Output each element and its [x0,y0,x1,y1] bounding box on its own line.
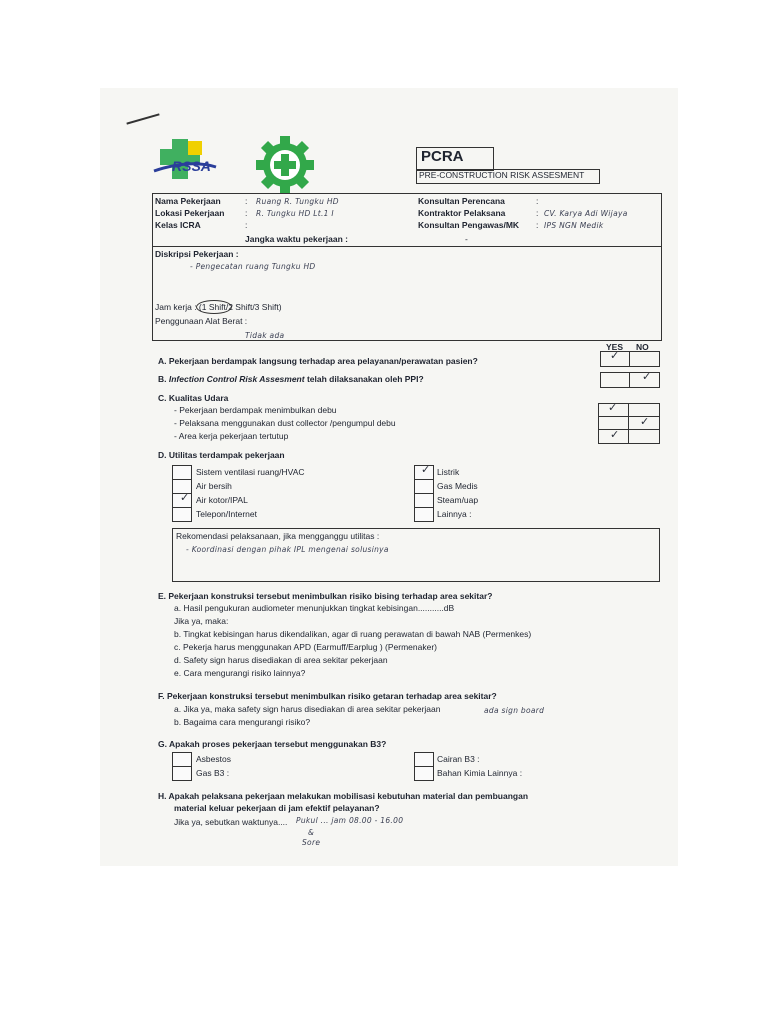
c-item-1: - Pekerjaan berdampak menimbulkan debu [174,405,337,415]
d-right-4: Lainnya : [437,509,472,519]
rekomendasi-label: Rekomendasi pelaksanaan, jika mengganggu utilitas : [176,531,380,541]
nama-colon: : [245,196,248,206]
e-line-4: c. Pekerja harus menggunakan APD (Earmuff/Earplug ) (Permenaker) [174,642,437,652]
d-left-1: Sistem ventilasi ruang/HVAC [196,467,305,477]
pengawas-value: IPS NGN Medik [544,221,604,230]
e-line-5: d. Safety sign harus disediakan di area sekitar pekerjaan [174,655,388,665]
g-box-4 [414,766,434,781]
lokasi-label: Lokasi Pekerjaan [155,208,225,218]
c3-yes-tick: ✓ [610,429,620,441]
d-right-1: Listrik [437,467,460,477]
d-air-kotor-tick: ✓ [180,492,190,504]
d-listrik-tick: ✓ [421,464,431,476]
d-right-box-3 [414,493,434,508]
a-yes-tick: ✓ [610,350,620,362]
jam-kerja: Jam kerja : (1 Shift/2 Shift/3 Shift) [155,302,282,312]
d-right-3: Steam/uap [437,495,479,505]
pengawas-colon: : [536,220,539,230]
question-c: C. Kualitas Udara [158,393,229,403]
g-box-1 [172,752,192,767]
deskripsi-item: - Pengecatan ruang Tungku HD [190,262,316,271]
perencana-label: Konsultan Perencana [418,196,505,206]
perencana-colon: : [536,196,539,206]
kontraktor-label: Kontraktor Pelaksana [418,208,506,218]
g-box-3 [414,752,434,767]
h-handwritten-2: & [308,828,315,837]
question-b-italic: Infection Control Risk Assesment [168,374,305,384]
c-grid-v [628,403,629,443]
kontraktor-value: CV. Karya Adi Wijaya [544,209,628,218]
e-line-1: a. Hasil pengukuran audiometer menunjukkan tingkat kebisingan...........dB [174,603,455,613]
c2-no-tick: ✓ [640,416,650,428]
question-f: F. Pekerjaan konstruksi tersebut menimbulkan risiko getaran terhadap area sekitar? [158,691,497,701]
c-grid-h1 [598,416,659,417]
question-a: A. Pekerjaan berdampak langsung terhadap area pelayanan/perawatan pasien? [158,356,478,366]
h-handwritten-3: Sore [302,838,321,847]
g-gas-b3: Gas B3 : [196,768,230,778]
question-h-2: material keluar pekerjaan di jam efektif pelayanan? [174,803,380,813]
c-item-3: - Area kerja pekerjaan tertutup [174,431,289,441]
c1-yes-tick: ✓ [608,402,618,414]
d-right-2: Gas Medis [437,481,478,491]
h-handwritten: Pukul ... jam 08.00 - 16.00 [296,816,404,825]
g-box-2 [172,766,192,781]
kelas-colon: : [245,220,248,230]
question-b-prefix: B. [158,374,169,384]
alat-label: Penggunaan Alat Berat : [155,316,248,326]
b-no-tick: ✓ [642,371,652,383]
jangka-label: Jangka waktu pekerjaan : [245,234,348,244]
c-item-2: - Pelaksana menggunakan dust collector /pengumpul debu [174,418,396,428]
d-left-2: Air bersih [196,481,232,491]
question-e: E. Pekerjaan konstruksi tersebut menimbulkan risiko bising terhadap area sekitar? [158,591,493,601]
d-left-4: Telepon/Internet [196,509,257,519]
b-answer-divider [629,372,630,387]
pcra-title: PCRA [421,148,464,165]
shift-circle [196,300,232,314]
a-answer-divider [629,351,630,366]
nama-value: Ruang R. Tungku HD [256,197,339,206]
a-answer-box [600,351,660,367]
g-bahan-kimia: Bahan Kimia Lainnya : [437,768,523,778]
g-cairan-b3: Cairan B3 : [437,754,480,764]
logo-text: RSSA [172,158,211,174]
e-line-3: b. Tingkat kebisingan harus dikendalikan, agar di ruang perawatan di bawah NAB (Permenkes) [174,629,532,639]
f-line-1: a. Jika ya, maka safety sign harus disediakan di area sekitar pekerjaan [174,704,441,714]
question-h-3: Jika ya, sebutkan waktunya.... [174,817,288,827]
jangka-value: - [465,234,468,244]
deskripsi-label: Diskripsi Pekerjaan : [155,249,239,259]
no-header: NO [636,342,649,352]
d-left-box-1 [172,465,192,480]
d-right-box-4 [414,507,434,522]
info-divider [152,246,661,247]
rekomendasi-value: - Koordinasi dengan pihak IPL mengenai solusinya [186,545,389,554]
c-grid-h2 [598,429,659,430]
d-left-3: Air kotor/IPAL [196,495,248,505]
question-d: D. Utilitas terdampak pekerjaan [158,450,285,460]
f-handwritten: ada sign board [484,706,545,715]
yes-header: YES [606,342,624,352]
nama-label: Nama Pekerjaan [155,196,221,206]
d-left-box-4 [172,507,192,522]
question-b [158,374,424,385]
d-right-box-2 [414,479,434,494]
g-asbestos: Asbestos [196,754,231,764]
f-line-2: b. Bagaima cara mengurangi risiko? [174,717,311,727]
question-g: G. Apakah proses pekerjaan tersebut menggunakan B3? [158,739,387,749]
kelas-label: Kelas ICRA [155,220,201,230]
pcra-subtitle: PRE-CONSTRUCTION RISK ASSESMENT [419,170,585,180]
question-b-rest: telah dilaksanakan oleh PPI? [304,374,424,384]
lokasi-colon: : [245,208,248,218]
pengawas-label: Konsultan Pengawas/MK [418,220,520,230]
alat-value: Tidak ada [245,331,285,340]
lokasi-value: R. Tungku HD Lt.1 I [256,209,334,218]
kontraktor-colon: : [536,208,539,218]
e-line-2: Jika ya, maka: [174,616,229,626]
question-h-1: H. Apakah pelaksana pekerjaan melakukan mobilisasi kebutuhan material dan pembuangan [158,791,529,801]
e-line-6: e. Cara mengurangi risiko lainnya? [174,668,306,678]
